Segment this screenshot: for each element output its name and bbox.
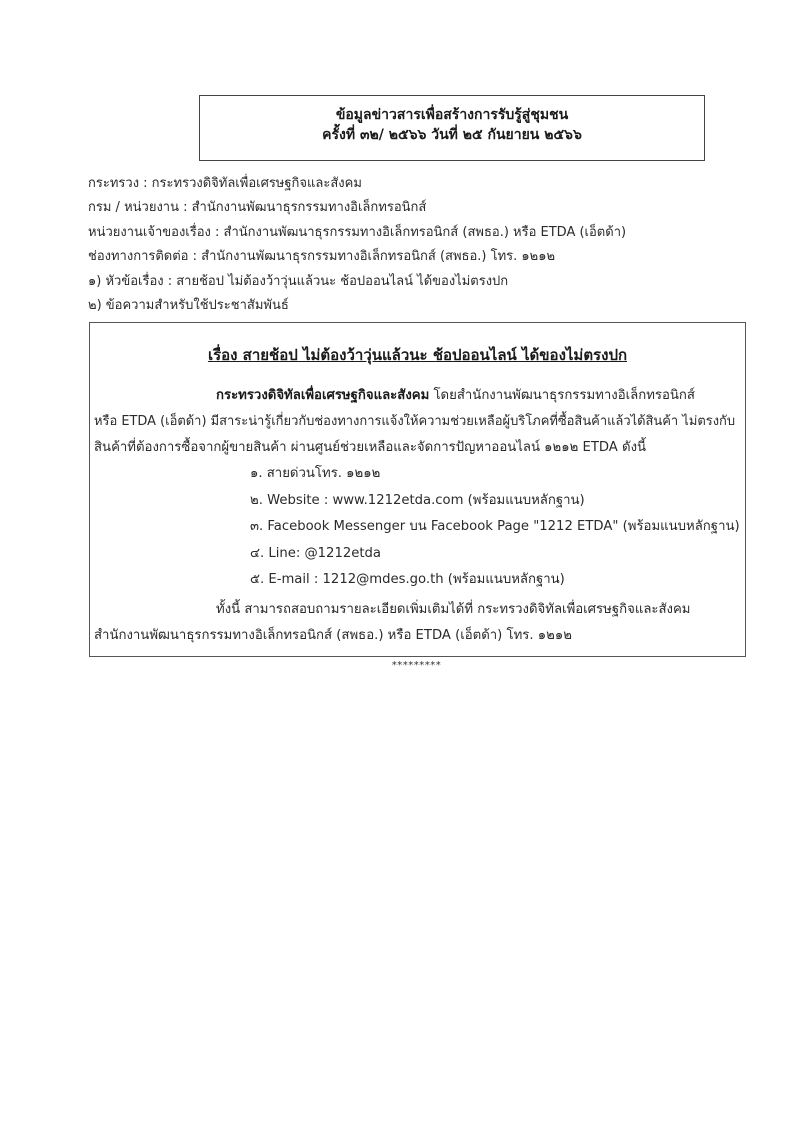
channel-item-website: ๒. Website : www.1212etda.com (พร้อมแนบหลักฐาน)	[250, 492, 585, 508]
meta-message-label: ๒) ข้อความสำหรับใช้ประชาสัมพันธ์	[88, 298, 289, 314]
meta-topic: ๑) หัวข้อเรื่อง : สายช้อป ไม่ต้องว้าวุ่นแล้วนะ ช้อปออนไลน์ ได้ของไม่ตรงปก	[88, 273, 509, 289]
content-title: เรื่อง สายช้อป ไม่ต้องว้าวุ่นแล้วนะ ช้อปออนไลน์ ได้ของไม่ตรงปก	[207, 346, 628, 364]
channel-list	[250, 461, 740, 594]
paragraph-intro-line-3: สินค้าที่ต้องการซื้อจากผู้ขายสินค้า ผ่านศูนย์ช่วยเหลือและจัดการปัญหาออนไลน์ ๑๒๑๒ ETDA ดังนี้	[94, 440, 647, 455]
header-title: ข้อมูลข่าวสารเพื่อสร้างการรับรู้สู่ชุมชน	[335, 107, 569, 123]
paragraph-contact-line-1	[94, 597, 742, 623]
paragraph-contact-line-1-text: ทั้งนี้ สามารถสอบถามรายละเอียดเพิ่มเติมได้ที่ กระทรวงดิจิทัลเพื่อเศรษฐกิจและสังคม	[216, 602, 691, 617]
channel-item-email: ๕. E-mail : 1212@mdes.go.th (พร้อมแนบหลักฐาน)	[250, 572, 565, 587]
end-separator: *********	[391, 660, 442, 671]
header-box	[199, 95, 705, 161]
ministry-name-bold: กระทรวงดิจิทัลเพื่อเศรษฐกิจและสังคม	[216, 388, 430, 403]
channel-item-line: ๔. Line: @1212etda	[250, 545, 381, 561]
paragraph-intro-line-1-text: โดยสำนักงานพัฒนาธุรกรรมทางอิเล็กทรอนิกส์	[429, 388, 695, 403]
paragraph-intro-line-2: หรือ ETDA (เอ็ตด้า) มีสาระน่ารู้เกี่ยวกับช่องทางการแจ้งให้ความช่วยเหลือผู้บริโภคที่ซื้อสินค้าแล้วได้สินค้า ไม่ตรงกับ	[94, 414, 736, 429]
content-box	[89, 322, 746, 657]
meta-owner: หน่วยงานเจ้าของเรื่อง : สำนักงานพัฒนาธุรกรรมทางอิเล็กทรอนิกส์ (สพธอ.) หรือ ETDA (เอ็ตด้า)	[88, 224, 627, 240]
document-meta	[88, 172, 748, 318]
meta-contact: ช่องทางการติดต่อ : สำนักงานพัฒนาธุรกรรมทางอิเล็กทรอนิกส์ (สพธอ.) โทร. ๑๒๑๒	[88, 249, 556, 265]
channel-item-facebook: ๓. Facebook Messenger บน Facebook Page "1212 ETDA" (พร้อมแนบหลักฐาน)	[250, 519, 740, 534]
paragraph-intro	[94, 383, 742, 461]
channel-item-hotline: ๑. สายด่วนโทร. ๑๒๑๒	[250, 466, 381, 481]
paragraph-contact	[94, 597, 742, 649]
meta-ministry: กระทรวง : กระทรวงดิจิทัลเพื่อเศรษฐกิจและสังคม	[88, 176, 362, 191]
paragraph-intro-line-1	[94, 383, 742, 409]
paragraph-contact-line-2: สำนักงานพัฒนาธุรกรรมทางอิเล็กทรอนิกส์ (สพธอ.) หรือ ETDA (เอ็ตด้า) โทร. ๑๒๑๒	[94, 628, 572, 643]
header-issue-date: ครั้งที่ ๓๒/ ๒๕๖๖ วันที่ ๒๕ กันยายน ๒๕๖๖	[322, 127, 582, 143]
meta-department: กรม / หน่วยงาน : สำนักงานพัฒนาธุรกรรมทางอิเล็กทรอนิกส์	[88, 200, 427, 216]
